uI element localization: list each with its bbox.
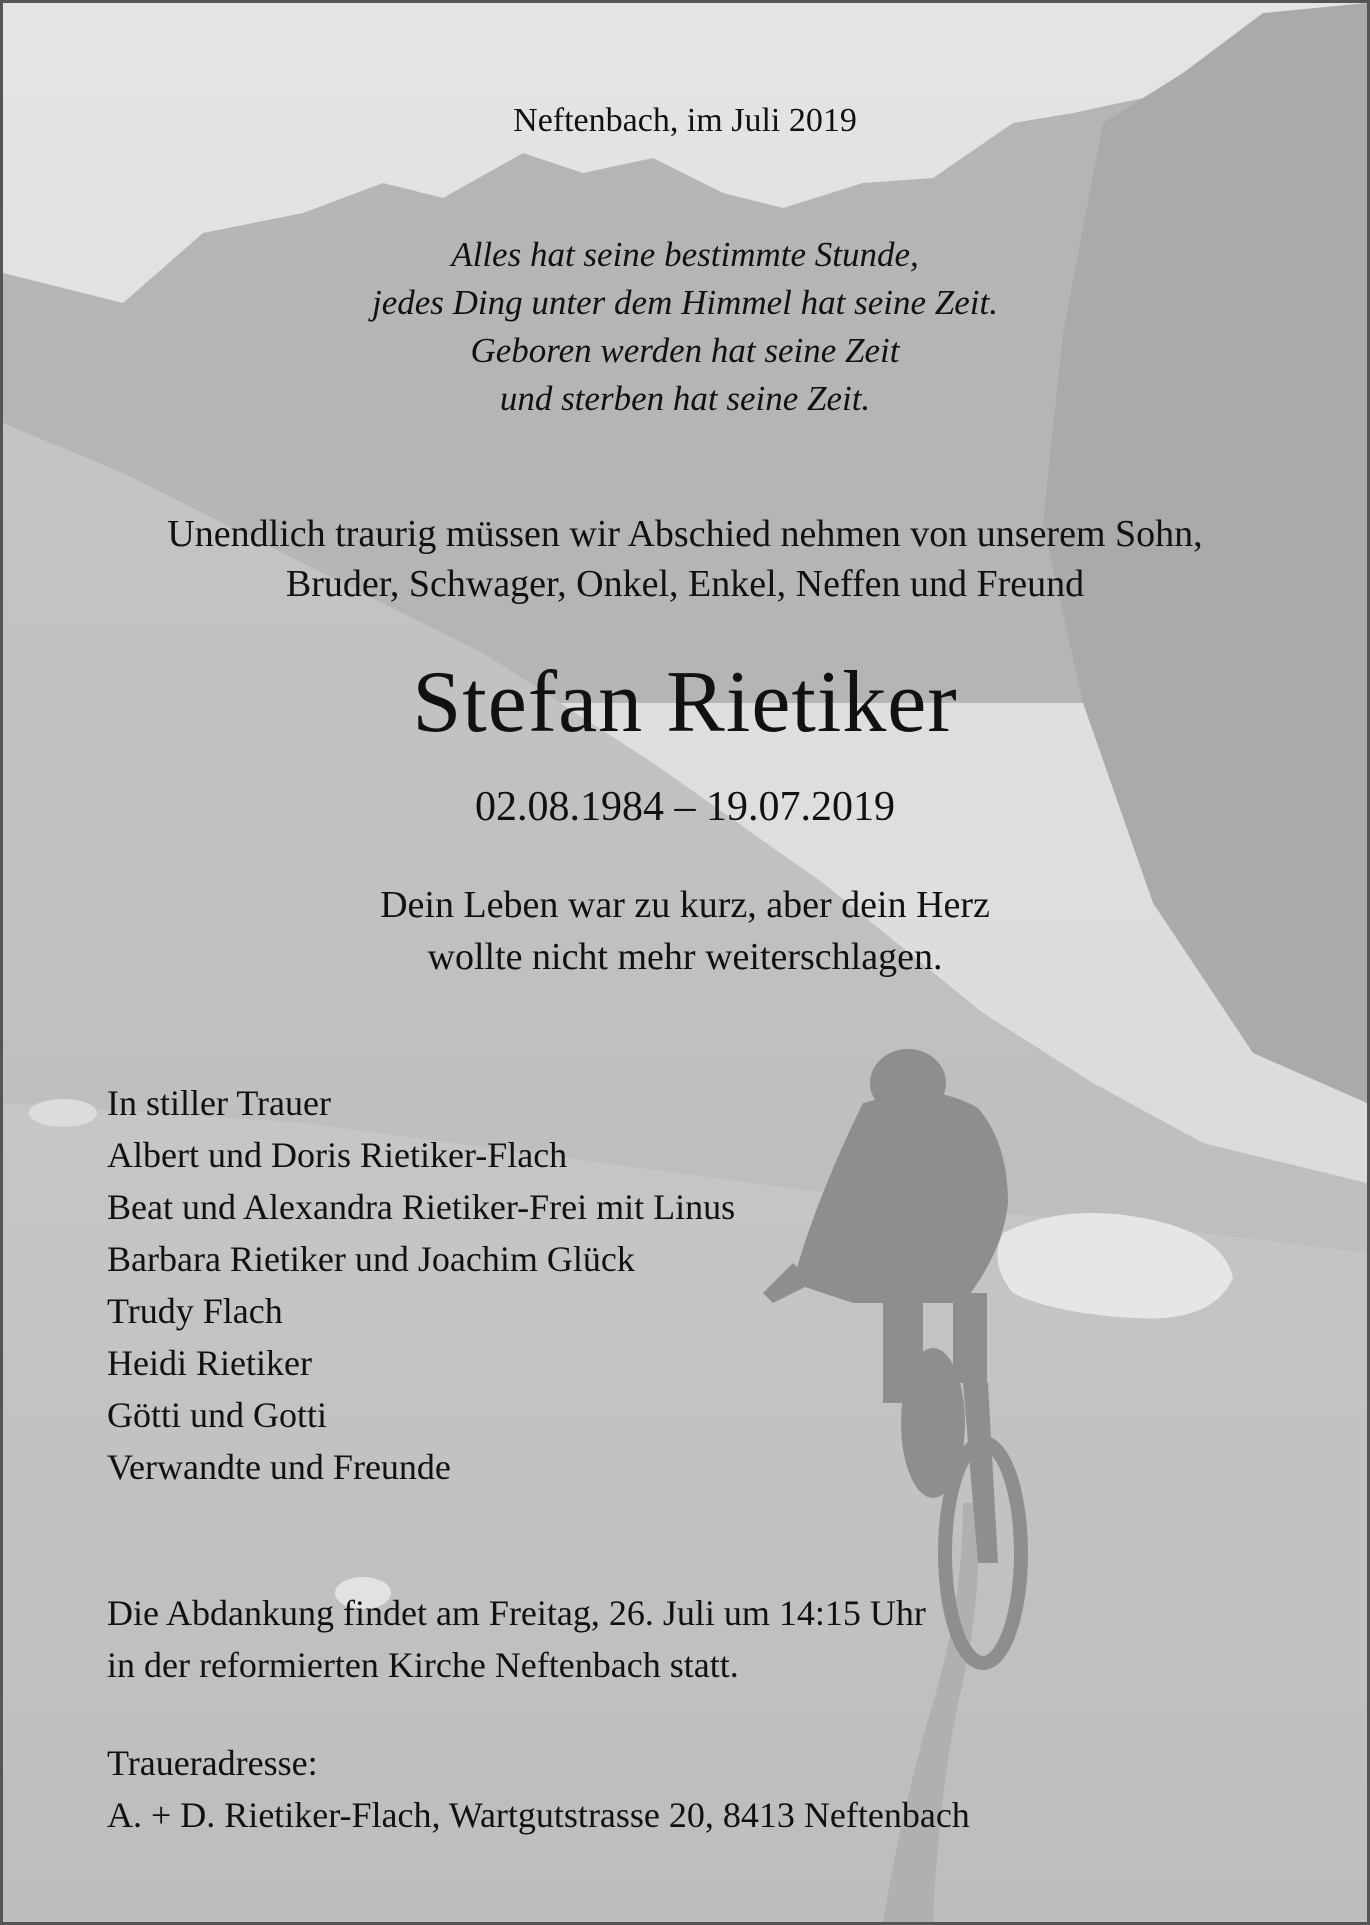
mourner-line: Verwandte und Freunde — [107, 1447, 451, 1487]
ceremony-line: in der reformierten Kirche Neftenbach statt. — [107, 1645, 739, 1685]
mourners-list — [107, 1077, 735, 1493]
memorial-saying — [3, 879, 1367, 983]
saying-line: Dein Leben war zu kurz, aber dein Herz — [380, 884, 990, 926]
life-dates: 02.08.1984 – 19.07.2019 — [475, 784, 895, 830]
intro-line: Bruder, Schwager, Onkel, Enkel, Neffen und Freund — [285, 563, 1085, 605]
obituary-text — [3, 3, 1367, 1922]
mourner-line: Albert und Doris Rietiker-Flach — [107, 1135, 568, 1175]
mourner-line: Barbara Rietiker und Joachim Glück — [107, 1239, 635, 1279]
intro-text — [3, 509, 1367, 609]
mourner-line: In stiller Trauer — [107, 1083, 331, 1123]
mourner-line: Beat und Alexandra Rietiker-Frei mit Linus — [107, 1187, 736, 1227]
saying-line: wollte nicht mehr weiterschlagen. — [427, 936, 943, 978]
ceremony-line: Die Abdankung findet am Freitag, 26. Juli um 14:15 Uhr — [107, 1593, 926, 1633]
mourner-line: Trudy Flach — [107, 1291, 283, 1331]
place-and-date: Neftenbach, im Juli 2019 — [513, 102, 857, 139]
address-line: A. + D. Rietiker-Flach, Wartgutstrasse 20, 8413 Neftenbach — [107, 1795, 970, 1835]
intro-line: Unendlich traurig müssen wir Abschied nehmen von unserem Sohn, — [167, 513, 1203, 555]
deceased-name: Stefan Rietiker — [412, 654, 958, 751]
quote-line: Geboren werden hat seine Zeit — [470, 331, 900, 370]
quote-line: jedes Ding unter dem Himmel hat seine Zeit. — [371, 283, 998, 322]
mourning-address — [107, 1737, 970, 1841]
quote-line: und sterben hat seine Zeit. — [499, 379, 871, 418]
address-label: Traueradresse: — [107, 1743, 318, 1783]
bible-quote — [3, 231, 1367, 423]
funeral-ceremony-info — [107, 1587, 926, 1691]
mourner-line: Heidi Rietiker — [107, 1343, 312, 1383]
quote-line: Alles hat seine bestimmte Stunde, — [451, 235, 919, 274]
mourner-line: Götti und Gotti — [107, 1395, 328, 1435]
